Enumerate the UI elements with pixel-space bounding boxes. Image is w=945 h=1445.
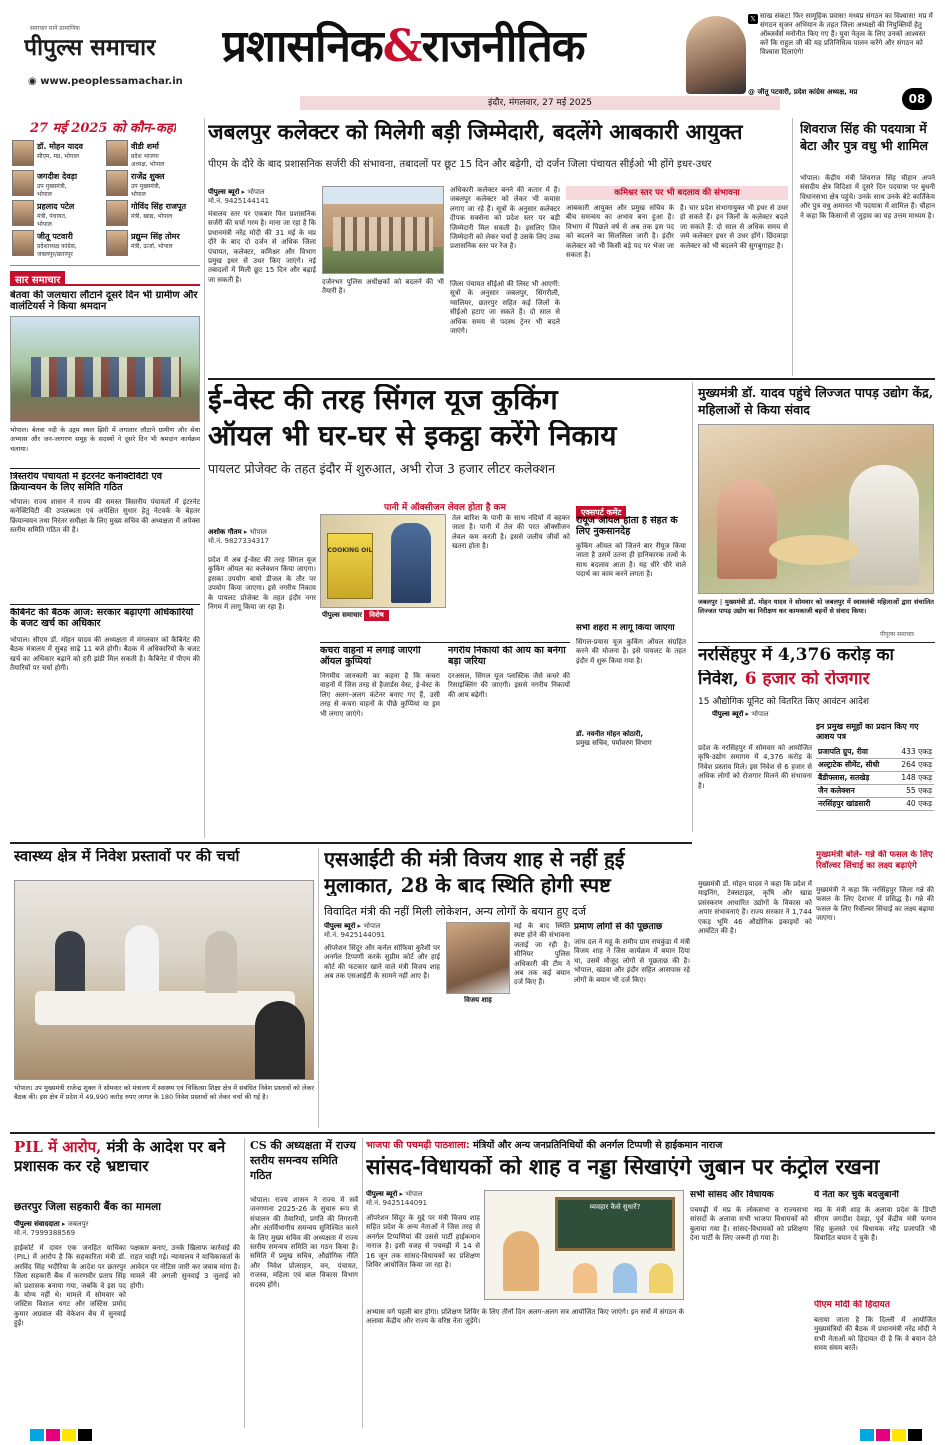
pil-headline: PIL में आरोप, मंत्री के आदेश पर बने प्रशासक कर रहे भ्रष्टाचार (14, 1138, 226, 1175)
vehicle-body: निगमीय जानकारी का कहना है कि कचरा वाहनों में जिस तरह से हैजार्डस वेस्ट, ई-वेस्ट के लिए अलग-अलग कंटेनर बनाए गए हैं, उसी तरह से कचरा वाहनों के पीछे कुप्पियां या ड्रम भी लगाए जाएंगे। (320, 672, 440, 718)
vijay-shah-label: विजय शाह (464, 996, 492, 1004)
income-body: दरअसल, सिंगल यूज प्लास्टिक जैसे कचरे की रिसाइक्लिंग की जाएगी। इससे नगरीय निकायों की आय बढ़ेगी। (448, 672, 570, 699)
who-where-box (10, 118, 200, 266)
lead-box-title: कमिश्नर स्तर पर भी बदलाव की संभावना (566, 186, 788, 200)
narsinghpur-body-1: प्रदेश के नरसिंहपुर में सोमवार को आयोजित कृषि-उद्योग समागम में 4,376 करोड़ के निवेश प्रस्ताव मिले। इस निवेश से 6 हजार से अधिक लोगों को रोजगार मिलने की संभावना है। (698, 744, 812, 790)
oil-label: COOKING OIL (327, 547, 373, 554)
ewaste-subhead: पायलट प्रोजेक्ट के तहत इंदौर में शुरुआत, अभी रोज 3 हजार लीटर कलेक्शन (208, 461, 556, 476)
mp-body: पचमढ़ी में मप्र के लोकसभा व राज्यसभा सांसदों के अलावा सभी भाजपा विधायकों को बुलाया गया है। सांसद-विधायकों को प्रशिक्षण देना पार्टी के लिए जरूरी हो गया है। (690, 1206, 808, 1243)
expert-headline: रीयूज ऑयल होता है सेहत के लिए नुकसानदेह (576, 516, 678, 537)
lead-body-5: है। चार प्रदेश संभागायुक्त भी इधर से उधर हो सकते हैं। इन जिलों के कलेक्टर बदले जा सकते हैं: दो साल से अधिक समय से जमे कलेक्टर इधर से उधर होंगे। छिंदवाड़ा कलेक्टर को भी बदलने की सुगबुगाहट है। (680, 204, 788, 250)
registration-mark (908, 1429, 922, 1441)
pachmarhi-kicker: भाजपा की पचमढ़ी पाठशाला: मंत्रियों और अन्य जनप्रतिनिधियों की अनर्गल टिप्पणी से हाईकमान नाराज (366, 1140, 723, 1151)
lead-photo-caption: दर्जनभर पुलिस अधीक्षकों को बदलने की भी तैयारी है। (322, 278, 444, 296)
ewaste-headline-1: ई-वेस्ट की तरह सिंगल यूज कुकिंग (208, 384, 558, 416)
cm-note-body: मुख्यमंत्री ने कहा कि नरसिंहपुर जिला गन्ने की फसल के लिए देशभर में प्रसिद्ध है। गन्ने की फसल के लिए रिवॉल्वर सिंचाई का लक्ष्य बढ़ाया जाएगा। (816, 886, 934, 923)
modi-body-2: बताया जाता है कि दिल्ली में आयोजित मुख्यमंत्रियों की बैठक में प्रधानमंत्री नरेंद्र मोदी ने सभी नेताओं को हिदायत दी है कि वे बयान देते समय संयम बरतें। (814, 1316, 936, 1353)
minister-photo (106, 140, 128, 166)
sar-story-2-body: भोपाल। राज्य शासन ने राज्य की समस्त त्रिस्तरीय पंचायतों में इंटरनेट कनेक्टिविटी की उपलब्धता एवं अपेक्षित सुधार हेतु नेटवर्क के बेहतर क्रियान्वयन तथा निरंतर समीक्षा के लिए मुख्य सचिव की अध्यक्षता में अपेक्स स्तरीय समिति गठित की है। (10, 498, 200, 535)
quote-text: साख संकट! फिर सामूहिक प्रवास! मध्यप्र संगठन का विश्वास! मप्र में संगठन सृजन अभियान के तहत जिला अध्यक्षों की नियुक्तियों हेतु ऑब्जर्वर्स मनोनीत किए गए हैं। युवा नेतृत्व के लिए उनको आश्वस्त करें कि राहुल जी की यह प्रतिनिधित्व पालन करेंगे और संगठन को विश्वास दिलाएंगे! (760, 12, 933, 56)
registration-mark (46, 1429, 60, 1441)
minister-photo (12, 170, 34, 196)
table-row: प्रजापति ग्रुप, रीवा 433 एकड़ (816, 746, 934, 759)
lead-body-2: अधिकारी कलेक्टर बनने की कतार में हैं। जबलपुर कलेक्टर को लेकर भी कयास लगाए जा रहे हैं। सूत्रों के अनुसार कलेक्टर दीपक सक्सेना को प्रदेश स्तर पर बड़ी जिम्मेदारी मिल सकती है। इसलिए जिन जिम्मेदारी को लेकर चर्चा है उसके लिए उच्च प्रशासनिक स्तर पर रेंज है। (450, 186, 560, 251)
modi-headline-2: पीएम मोदी की हिदायत (814, 1300, 890, 1310)
ewaste-body-1: प्रदेश में अब ई-वेस्ट की तरह सिंगल यूज कुकिंग ऑयल का कलेक्शन किया जाएगा। इसका उपयोग बायो डीजल के तौर पर उपयोग किया जाएगा। इसे नगरीय निकाय के पायलट प्रोजेक्ट के तहत इंदौर नगर निगम में लागू किया जा रहा है। (208, 556, 316, 612)
table-row: अल्ट्राटेक सीमेंट, सीधी 264 एकड़ (816, 759, 934, 772)
minister-card: जगदीश देवड़ा उप मुख्यमंत्री, भोपाल (12, 170, 80, 214)
minister-card: गोविंद सिंह राजपूत मंत्री, खाद्य, भोपाल (106, 200, 174, 244)
quote-author: @ जीतू पटवारी, प्रदेश कांग्रेस अध्यक्ष, मप्र (748, 88, 858, 96)
sit-subhead: विवादित मंत्री की नहीं मिली लोकेशन, अन्य लोगों के बयान हुए दर्ज (324, 905, 586, 918)
cs-body: भोपाल। राज्य शासन ने राज्य में सर्वे जनगणना 2025-26 के सुचारु रूप से संचालन की तैयारियों, प्रगति की निगरानी और अंतर्विभागीय समन्वय सुनिश्चित करने के लिए मुख्य सचिव की अध्यक्षता में राज्य स्तरीय समन्वय समिति का गठन किया है। समिति में प्रमुख सचिव, औद्योगिक नीति और निवेश प्रोत्साहन, वन, पंचायत, राजस्व, महिला एवं बाल विकास विभाग सदस्य होंगे। (250, 1196, 358, 1289)
building-photo (322, 186, 444, 274)
modi-body: मप्र के मंत्री शाह के अलावा प्रदेश के डिप्टी सीएम जगदीश देवड़ा, पूर्व केंद्रीय मंत्री फग्गन सिंह कुलस्ते एवं विधायक नरेंद्र प्रजापति भी विवादित बयान दे चुके हैं। (814, 1206, 936, 1243)
sar-story-1-caption: भोपाल। बेतवा नदी के उद्गम स्थल झिरी में लगातार लौटाने ग्रामीण और सेवा अभ्यास और जन-जागरण समूह के सदस्यों ने दूसरे दिन भी श्रमदान कार्यक्रम चलाया। (10, 426, 200, 453)
oil-photo-credit: पीपुल्स समाचार विशेष (322, 610, 442, 621)
table-row: नरसिंहपुर खांडसारी 40 एकड़ (816, 798, 934, 811)
pachmarhi-body-1: ऑपरेशन सिंदूर के मुद्दे पर मंत्री विजय शाह सहित प्रदेश के अन्य नेताओं ने जिस तरह से अनर्गल टिप्पणियां कीं उससे पार्टी हाईकमान नाराज है। इसी वजह से पचमढ़ी में 14 से 16 जून तक सांसद-विधायकों का प्रशिक्षण शिविर आयोजित किया जा रहा है। (366, 1214, 480, 1270)
pil-subhead: छतरपुर जिला सहकारी बैंक का मामला (14, 1201, 161, 1213)
minister-photo (12, 140, 34, 166)
ewaste-byline: अशोक गौतम ▸ भोपाल मो.नं. 9827334317 (208, 528, 270, 545)
website-link[interactable]: ◉ www.peoplessamachar.in (28, 76, 183, 87)
cm-note-headline: मुख्यमंत्री बोले- गन्ने की फसल के लिए रिवॉल्वर सिंचाई का लक्ष्य बढ़ाएंगे (816, 850, 933, 871)
health-caption: भोपाल। उप मुख्यमंत्री राजेन्द्र शुक्ल ने सोमवार को मंत्रालय में स्वास्थ्य एवं चिकित्सा शिक्षा क्षेत्र में संबंधित निवेश प्रस्तावों को लेकर बैठक की। इस क्षेत्र में प्रदेश में 49,990 करोड़ रुपए लागत के 180 निवेश प्रस्तावों को लेकर चर्चा की गई है। (14, 1084, 314, 1102)
papad-credit: पीपुल्स समाचार (880, 631, 915, 638)
pil-byline: पीपुल्स संवाददाता ▸ जबलपुर मो.नं. 7999388569 (14, 1220, 89, 1237)
cm-papad-headline: मुख्यमंत्री डॉ. यादव पहुंचे लिज्जत पापड़ उद्योग केंद्र, महिलाओं से किया संवाद (698, 385, 934, 417)
income-headline: नगरीय निकायों की आय का बनेगा बड़ा जरिया (448, 646, 566, 667)
tagline: समाचार माने प्रामाणिक (30, 25, 80, 32)
sar-story-3-body: भोपाल। सीएम डॉ. मोहन यादव की अध्यक्षता में मंगलवार को कैबिनेट की बैठक मंत्रालय में सुबह साढ़े 11 बजे होगी। बैठक में अधिकारियों के बजट खर्च का अधिकार बढ़ाने को हरी झंडी मिल सकती है। कैबिनेट में पीएम की तैयारियों पर चर्चा होगी। (10, 636, 200, 673)
masthead (0, 0, 945, 110)
all-cities-headline: सभी शहरों में लागू किया जाएगा (576, 624, 675, 633)
sar-story-1-headline: बेतवा की जलधारा लौटाने दूसरे दिन भी ग्रामीण और वालंटियर्स ने किया श्रमदान (10, 290, 198, 313)
sit-body-2: मई के बाद स्थिति स्पष्ट होने की संभावना जताई जा रही है। सीनियर पुलिस अधिकारी की टीम ने अब तक कई बयान दर्ज किए हैं। (514, 922, 570, 987)
minister-photo (12, 230, 34, 256)
health-headline: स्वास्थ्य क्षेत्र में निवेश प्रस्तावों पर की चर्चा (14, 848, 240, 865)
volunteer-photo (10, 316, 200, 422)
x-icon: 𝕏 (748, 14, 758, 24)
sit-headline-1: एसआईटी की मंत्री विजय शाह से नहीं हुई (324, 848, 625, 871)
lead-subhead: पीएम के दौरे के बाद प्रशासनिक सर्जरी की संभावना, तबादलों पर छूट 15 दिन और बढ़ेगी, दो दर्जन जिला पंचायत सीईओ भी होंगे इधर-उधर (208, 159, 712, 170)
papad-photo (698, 424, 934, 594)
shivraj-body: भोपाल। केंद्रीय मंत्री शिवराज सिंह चौहान अपने संसदीय क्षेत्र विदिशा में दूसरे दिन पदयात्रा पर बुधनी विधानसभा क्षेत्र पहुंचे। उनके साथ उनके बेटे कार्तिकेय और पुत्र वधु अमानत भी पदयात्रा में शामिल हैं। चौहान ने कहा कि किसानों से जुड़ाव का यह उत्तम माध्यम है। (800, 174, 935, 220)
minister-card: प्रद्युम्न सिंह तोमर मंत्री, ऊर्जा, भोपाल (106, 230, 174, 266)
sit-side-body: जांच दल ने महू के समीप ग्राम रायकुंडा में मंत्री विजय शाह ने जिस कार्यक्रम में बयान दिया था, उसमें मौजूद लोगों से पूछताछ की है। भोपाल, खंडवा और इंदौर सहित आसपास रहे लोगों के बयान भी दर्ज किए। (574, 938, 690, 984)
lead-body-3: जिला पंचायत सीईओ की लिस्ट भी आएगी: सूत्रों के अनुसार जबलपुर, सिंगरौली, ग्वालियर, छतरपुर सहित कई जिलों के सीईओ हटाए जा सकते हैं। दो साल से अधिक समय से पदस्थ ट्रेनर भी बदले जाएंगे। (450, 280, 560, 336)
sar-title: सार समाचार (10, 268, 200, 286)
page-number: 08 (902, 88, 932, 110)
table-row: जैन कलेक्शन 55 एकड़ (816, 785, 934, 798)
cs-headline: CS की अध्यक्षता में राज्य स्तरीय समन्वय समिति गठित (250, 1139, 356, 1182)
minister-photo (106, 200, 128, 226)
narsinghpur-body-2: मुख्यमंत्री डॉ. मोहन यादव ने कहा कि प्रदेश में माइनिंग, टेक्सटाइल, कृषि और खाद्य प्रसंस्करण आधारित उद्योगों के विकास को अपार संभावनाएं हैं। राज्य सरकार ने 1,744 एकड़ भूमि 46 औद्योगिक इकाइयों को आवंटित की है। (698, 880, 812, 936)
registration-mark (30, 1429, 44, 1441)
minister-photo (12, 200, 34, 226)
narsinghpur-headline-2: निवेश, 6 हजार को रोजगार (698, 670, 870, 689)
registration-mark (876, 1429, 890, 1441)
expert-signature: डॉ. नवनीत मोहन कोठारी, प्रमुख सचिव, पर्यावरण विभाग (576, 730, 652, 747)
minister-card: जीतू पटवारी प्रदेशाध्यक्ष कांग्रेस, जबलपुर/छतरपुर (12, 230, 80, 266)
lead-headline: जबलपुर कलेक्टर को मिलेगी बड़ी जिम्मेदारी, बदलेंगे आबकारी आयुक्त (208, 120, 743, 144)
pachmarhi-byline: पीपुल्स ब्यूरो ▸ भोपाल मो.नं. 9425144091 (366, 1190, 428, 1207)
lead-body-4: आबकारी आयुक्त और प्रमुख सचिव के बीच समन्वय का अभाव बना हुआ है। विभाग में पिछले वर्ष से अब तक इस पद को बदलने का सिलसिला जारी है। इंदौर कलेक्टर को भी किसी बड़े पद पर भेजा जा सकता है। (566, 204, 674, 260)
pil-body: हाईकोर्ट में दायर एक जनहित याचिका (PIL) में आरोप है कि सहकारिता मंत्री डॉ. अरविंद सिंह भदौरिया के आदेश पर छतरपुर जिला सहकारी बैंक में करणवीर प्रताप सिंह को प्रशासक बनाया गया, जबकि वे इस पद के योग्य नहीं थे। मामले में सोमवार को जस्टिस विशाल धगट और जस्टिस प्रमोद कुमार अग्रवाल की वेकेशन बेंच में सुनवाई हुई। (14, 1244, 126, 1328)
registration-mark (78, 1429, 92, 1441)
narsinghpur-headline-1: नरसिंहपुर में 4,376 करोड़ का (698, 646, 894, 665)
top-quote-box (684, 12, 934, 100)
mp-headline: सभी सांसद और विधायक (690, 1190, 774, 1200)
registration-mark (892, 1429, 906, 1441)
section-title: प्रशासनिक&राजनीतिक (222, 21, 585, 72)
sar-story-2-headline: त्रिस्तरीय पंचायतों में इंटरनेट कनेक्टिविटी एवं क्रियान्वयन के लिए समिति गठित (10, 472, 163, 493)
registration-mark (62, 1429, 76, 1441)
ewaste-headline-2: ऑयल भी घर-घर से इकट्ठा करेंगे निकाय (208, 420, 617, 452)
meeting-photo (14, 880, 314, 1080)
minister-card: डॉ. मोहन यादव सीएम, मप्र, भोपाल (12, 140, 80, 184)
minister-card: राजेंद्र शुक्ल उप मुख्यमंत्री, भोपाल (106, 170, 174, 214)
sit-body-1: ऑपरेशन सिंदूर और कर्नल सोफिया कुरैशी पर अनर्गल टिप्पणी करके सुप्रीम कोर्ट और हाई कोर्ट की फटकार खाने वाले मंत्री विजय शाह अब तक एसआईटी के सामने नहीं आए हैं। (324, 944, 440, 981)
sit-headline-2: मुलाकात, 28 के बाद स्थिति होगी स्पष्ट (324, 874, 611, 897)
ewaste-body-2: तेल बारिश के पानी के साथ नदियों में बहकर जाता है। पानी में तेल की परत ऑक्सीजन लेवल कम करती है। इससे जलीय जीवों को खतरा होता है। (452, 514, 570, 551)
minister-photo (106, 230, 128, 256)
sar-story-3-headline: कैबिनेट की बैठक आज: सरकार बढ़ाएगी अधिकारियों के बजट खर्च का अधिकार (10, 608, 194, 629)
lead-body-1: मंत्रालय स्तर पर एकबार फिर प्रशासनिक सर्जरी की चर्चा गरम है। माना जा रहा है कि प्रधानमंत्री नरेंद्र मोदी की 31 मई के मप्र दौरे के बाद दो दर्जन से अधिक जिला पंचायत, कलेक्टर, कमिश्नर और विभाग प्रमुख इधर से उधर किए जाएंगे। नई तबादलों में मिली छूट 15 दिन और बढ़ाई जा सकती है। (208, 210, 316, 284)
narsinghpur-subhead: 15 औद्योगिक यूनिट को वितरित किए आवंटन आदेश (698, 697, 869, 707)
expert-body: कुकिंग ऑयल को जितने बार रीयूज किया जाता है उसमें उतना ही हानिकारक तत्वों के साथ बदलाव आता है। यह धीरे धीरे वाले पदार्थ का काम करने लगता है। (576, 542, 686, 579)
oxygen-headline: पानी में ऑक्सीजन लेवल होता है कम (384, 503, 506, 513)
cartoon (484, 1190, 684, 1300)
modi-headline: ये नेता कर चुके बदजुबानी (814, 1190, 899, 1200)
table-row: बैंडीफ्लास, सतखेड़ 148 एकड़ (816, 772, 934, 785)
cartoon-board-text: व्यवहार कैसे सुधारें? (589, 1203, 641, 1211)
vehicle-headline: कचरा वाहनों में लगाई जाएंगी ऑयल कुप्पियां (320, 646, 421, 667)
minister-card: वीडी शर्मा प्रदेश भाजपा अध्यक्ष, भोपाल (106, 140, 174, 184)
registration-mark (860, 1429, 874, 1441)
sar-samachar-column (10, 268, 200, 868)
minister-photo (106, 170, 128, 196)
vijay-shah-photo (446, 922, 510, 994)
intent-table-title: इन प्रमुख समूहों का प्रदान किए गए आशय पत्र (816, 722, 919, 741)
shivraj-headline: शिवराज सिंह की पदयात्रा में बेटा और पुत्र वधु भी शामिल (800, 121, 928, 153)
expert-tag: एक्सपर्ट कमेंट (576, 500, 686, 519)
oil-photo (320, 514, 446, 608)
papad-caption: जबलपुर | मुख्यमंत्री डॉ. मोहन यादव ने सोमवार को जबलपुर में स्वावलंबी महिलाओं द्वारा संचालित लिज्जत पापड़ उद्योग का निरीक्षण कर कामकाजी बहनों से संवाद किया। (698, 598, 934, 616)
globe-icon: ◉ (28, 76, 41, 87)
all-cities-body: सिंगल-प्रयास यूज कुकिंग ऑयल संग्रहित करने की योजना है। इसे पायलट के तहत इंदौर में शुरू किया गया है। (576, 638, 686, 665)
dateline: इंदौर, मंगलवार, 27 मई 2025 (300, 96, 780, 110)
intent-table (816, 722, 934, 842)
sit-byline: पीपुल्स ब्यूरो ▸ भोपाल मो.नं. 9425144091 (324, 922, 386, 939)
who-where-title: 27 मई 2025 को कौन-कहां (30, 121, 177, 136)
narsinghpur-byline: पीपुल्स ब्यूरो ▸ भोपाल (712, 710, 769, 718)
pachmarhi-body-2: अभ्यास वर्ग पहली बार होगा। प्रशिक्षण शिविर के लिए तीनों दिन अलग-अलग सत्र आयोजित किए जाएंगे। इन सत्रों में संगठन के अलावा केंद्रीय और राज्य के वरिष्ठ नेता जुड़ेंगे। (366, 1308, 684, 1326)
brand-logo: पीपुल्स समाचार (24, 34, 156, 61)
pachmarhi-headline: सांसद-विधायकों को शाह व नड्डा सिखाएंगे जुबान पर कंट्रोल रखना (366, 1156, 880, 1180)
avatar (686, 16, 746, 94)
pil-body-2: पक्षकार बनाए, उनके खिलाफ कार्रवाई की राहत चाही गई। न्यायालय ने याचिकाकर्ता के आवेदन पर नोटिस जारी कर जवाब मांगा है। मामले की अगली सुनवाई 3 जुलाई को होगी। (130, 1244, 240, 1290)
lead-byline: पीपुल्स ब्यूरो ▸ भोपाल मो.नं. 9425144141 (208, 188, 270, 205)
minister-card: प्रहलाद पटेल मंत्री, पंचायत, भोपाल (12, 200, 80, 244)
sit-side-headline: प्रमाण लोगों से की पूछताछ (574, 922, 663, 932)
